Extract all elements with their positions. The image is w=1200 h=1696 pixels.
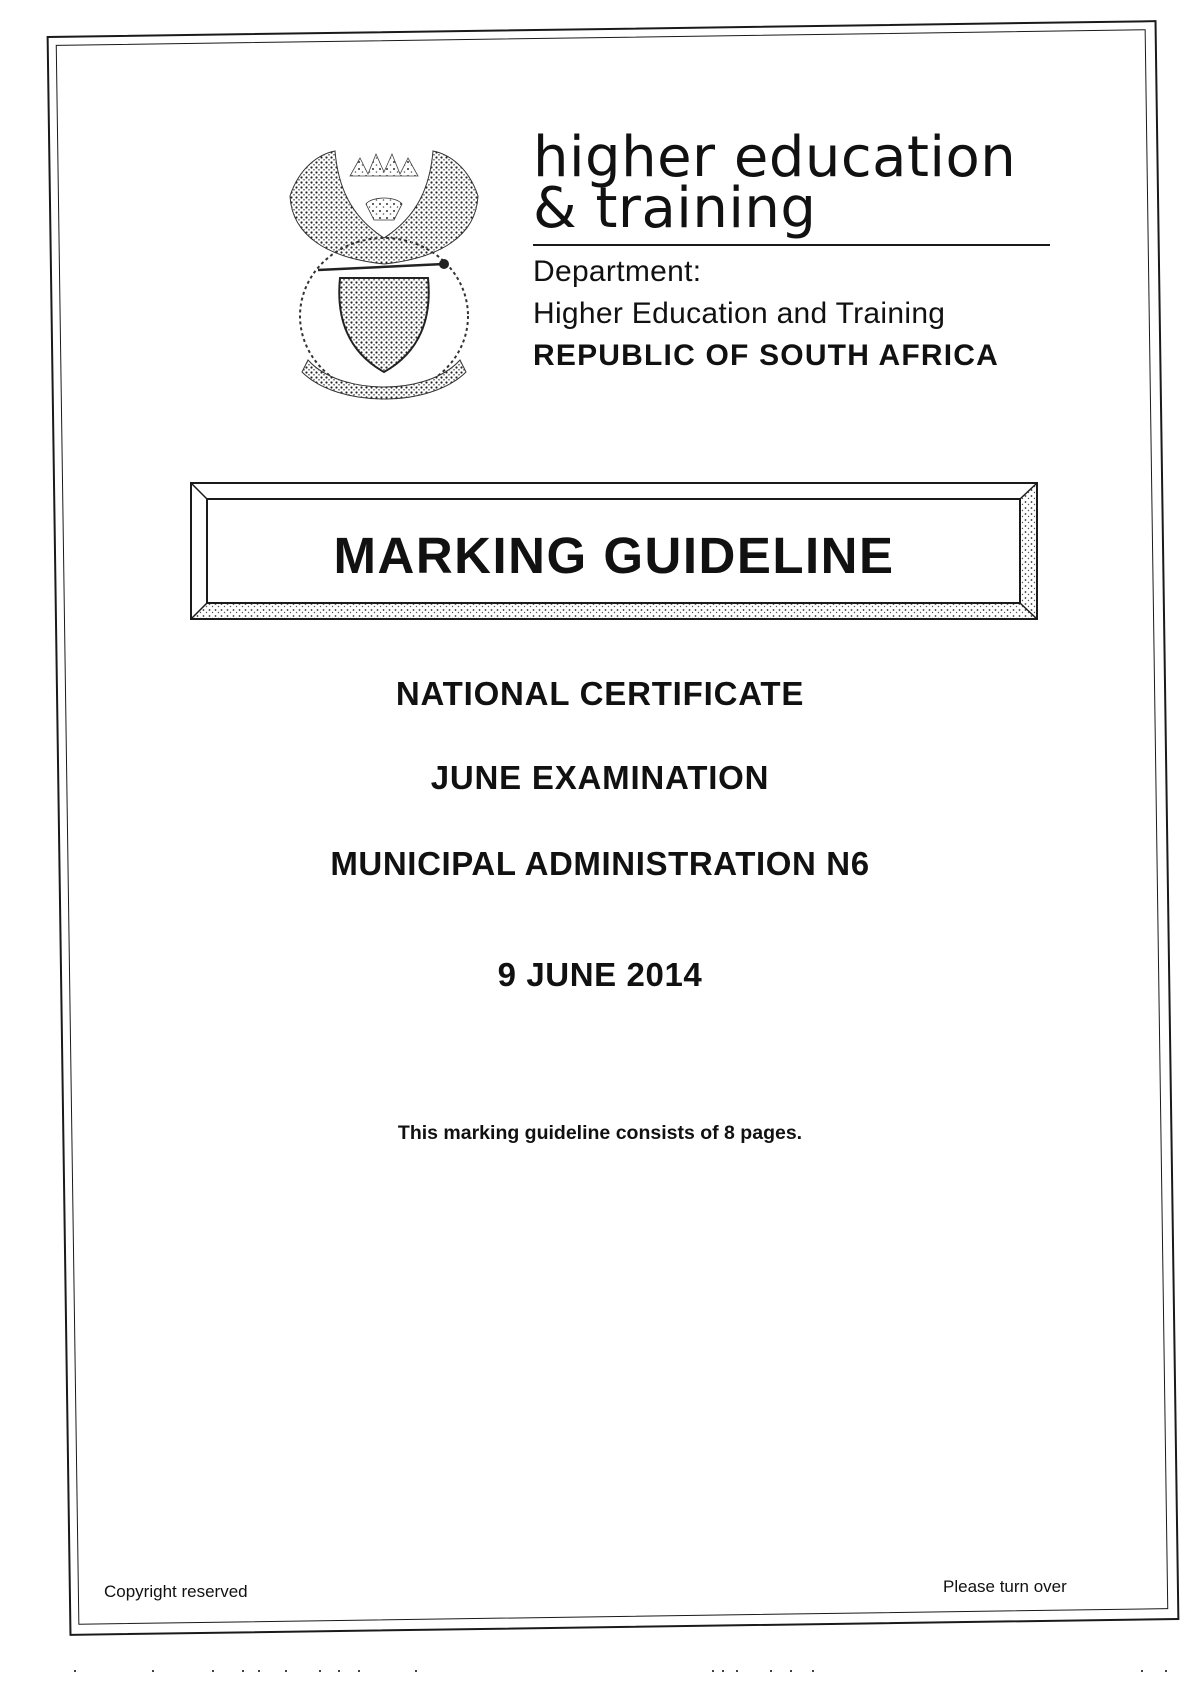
scan-noise — [0, 1668, 1200, 1674]
country-name: REPUBLIC OF SOUTH AFRICA — [533, 339, 1000, 372]
document-title-box — [190, 482, 1038, 620]
certificate-name: NATIONAL CERTIFICATE — [395, 675, 805, 712]
copyright-notice: Copyright reserved — [104, 1582, 248, 1601]
turn-over-note: Please turn over — [943, 1577, 1067, 1596]
brand-line-1: higher education — [533, 125, 1017, 190]
coat-of-arms-icon — [280, 146, 488, 400]
brand-divider — [533, 244, 1050, 246]
brand-line-2: & training — [533, 176, 817, 241]
department-name: Higher Education and Training — [533, 297, 946, 330]
document-title: MARKING GUIDELINE — [333, 527, 895, 584]
subject-name: MUNICIPAL ADMINISTRATION N6 — [330, 845, 870, 882]
page-count-note: This marking guideline consists of 8 pages. — [397, 1122, 803, 1144]
exam-session: JUNE EXAMINATION — [430, 759, 770, 796]
department-branding — [533, 125, 1058, 372]
exam-date: 9 JUNE 2014 — [497, 956, 703, 993]
department-label: Department: — [533, 255, 702, 288]
